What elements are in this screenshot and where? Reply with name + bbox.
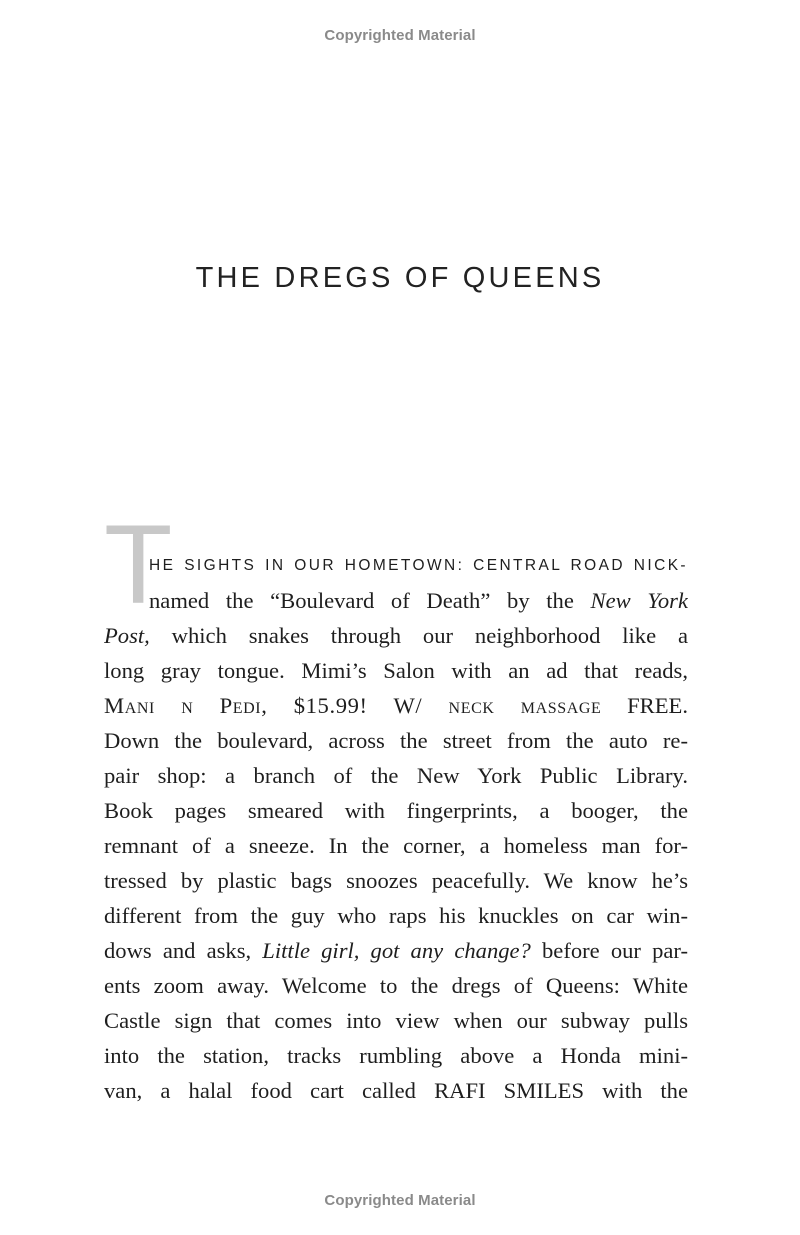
text-line: Down the boulevard, across the street from the auto re-	[104, 728, 688, 753]
text-line: named the “Boulevard of Death” by the New York	[149, 588, 688, 613]
text-line: Mani n Pedi, $15.99! W/ neck massage FREE.	[104, 693, 688, 718]
text-line: different from the guy who raps his knuckles on car win-	[104, 903, 688, 928]
text-line: long gray tongue. Mimi’s Salon with an ad that reads,	[104, 658, 688, 683]
text-line: Castle sign that comes into view when our subway pulls	[104, 1008, 688, 1033]
text-line: ents zoom away. Welcome to the dregs of Queens: White	[104, 973, 688, 998]
text-line: Post, which snakes through our neighborhood like a	[104, 623, 688, 648]
chapter-title: THE DREGS OF QUEENS	[195, 262, 605, 294]
drop-cap: T	[104, 502, 173, 627]
text-line: HE SIGHTS IN OUR HOMETOWN: CENTRAL ROAD NICK-	[149, 557, 688, 574]
text-line: remnant of a sneeze. In the corner, a homeless man for-	[104, 833, 688, 858]
text-line: Book pages smeared with fingerprints, a booger, the	[104, 798, 688, 823]
text-line: van, a halal food cart called RAFI SMILES with the	[104, 1078, 688, 1103]
text-line: pair shop: a branch of the New York Public Library.	[104, 763, 688, 788]
text-line: tressed by plastic bags snoozes peacefully. We know he’s	[104, 868, 688, 893]
text-line: into the station, tracks rumbling above a Honda mini-	[104, 1043, 688, 1068]
text-line: dows and asks, Little girl, got any change? before our par-	[104, 938, 688, 963]
copyright-watermark-bottom: Copyrighted Material	[324, 1192, 476, 1209]
copyright-watermark-top: Copyrighted Material	[324, 27, 476, 44]
body-text	[104, 548, 688, 1108]
